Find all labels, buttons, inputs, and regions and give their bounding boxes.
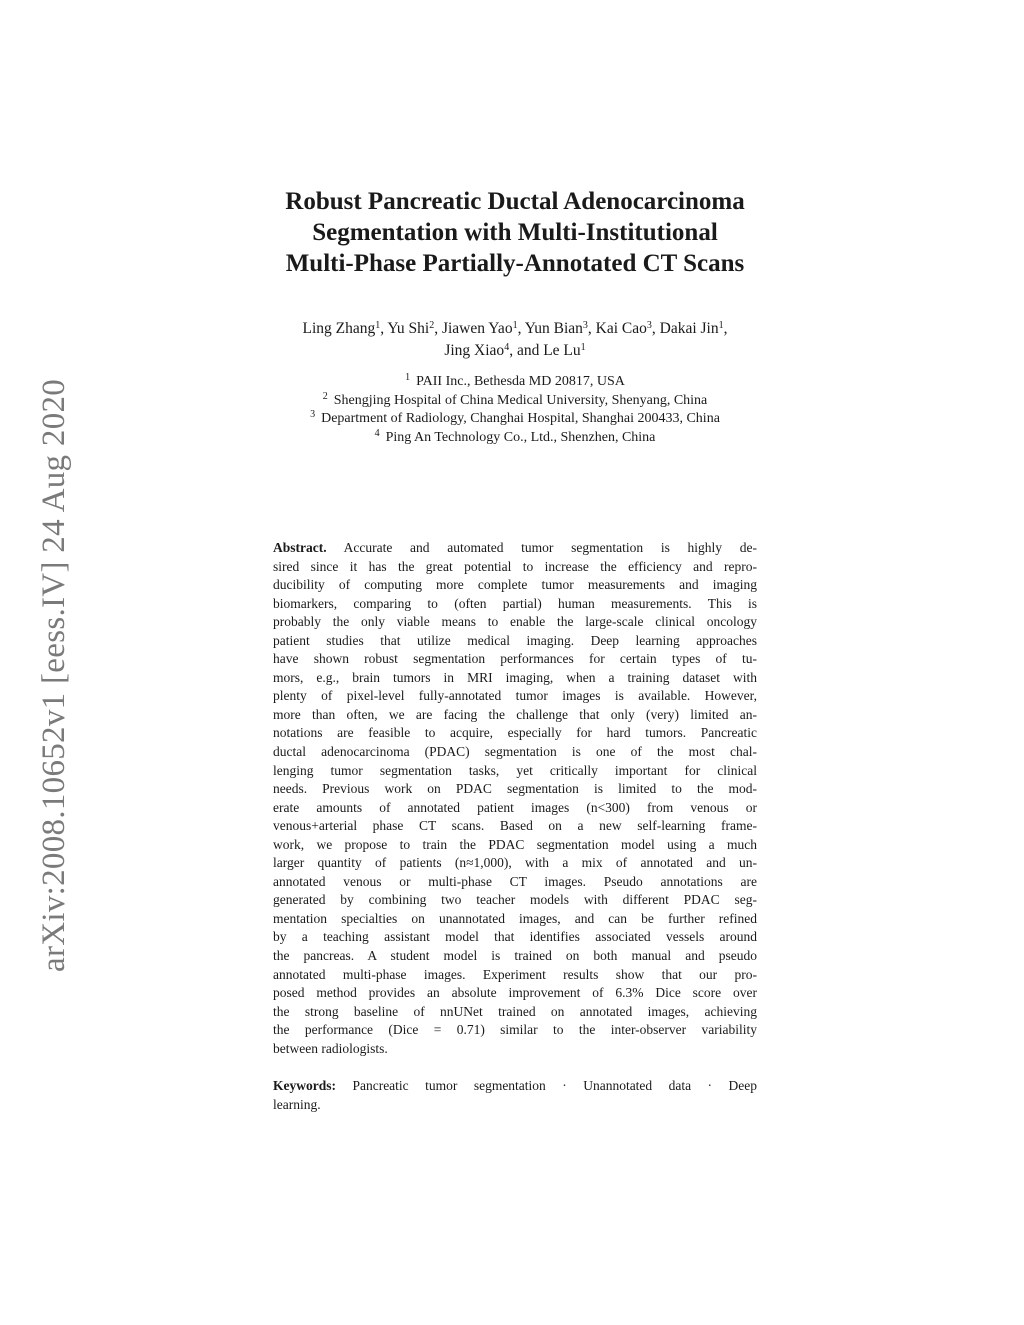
affiliation-number: 3 — [310, 409, 316, 420]
abstract-line: the strong baseline of nnUNet trained on annotated images, achieving — [273, 1003, 757, 1019]
abstract-line: plenty of pixel-level fully-annotated tumor images is available. However, — [273, 688, 757, 704]
abstract-line: erate amounts of annotated patient images (n<300) from venous or — [273, 799, 757, 815]
author-name: , and Le Lu — [509, 342, 581, 359]
abstract — [273, 539, 757, 1058]
author-affiliation-mark: 3 — [646, 320, 652, 331]
author-separator: , — [723, 320, 728, 337]
author-name: , Kai Cao — [587, 320, 647, 337]
author-name: Jing Xiao — [444, 342, 505, 359]
affiliation-number: 4 — [374, 427, 380, 439]
abstract-line: ducibility of computing more complete tumor measurements and imaging — [273, 577, 757, 593]
author-affiliation-mark: 2 — [429, 320, 435, 331]
abstract-line: mors, e.g., brain tumors in MRI imaging, when a training dataset with — [273, 669, 757, 685]
affiliation-item — [180, 410, 850, 429]
affiliation-text: Shengjing Hospital of China Medical University, Shenyang, China — [333, 392, 708, 408]
keywords-label: Keywords: — [273, 1078, 336, 1093]
abstract-line: annotated venous or multi-phase CT images. Pseudo annotations are — [273, 873, 757, 889]
affiliation-text: PAII Inc., Bethesda MD 20817, USA — [416, 374, 625, 389]
author-name: , Yu Shi — [380, 320, 430, 337]
abstract-line: mentation specialties on unannotated images, and can be further refined — [273, 910, 757, 926]
affiliation-item — [180, 429, 850, 448]
abstract-line: probably the only viable means to enable the large-scale clinical oncology — [273, 614, 757, 630]
abstract-line — [273, 539, 757, 558]
abstract-line: posed method provides an absolute improvement of 6.3% Dice score over — [273, 985, 757, 1001]
author-affiliation-mark: 1 — [512, 320, 518, 331]
keywords-line — [273, 1076, 757, 1095]
author-affiliation-mark: 4 — [504, 342, 510, 353]
author-line — [180, 318, 850, 340]
affiliation-item — [180, 392, 850, 411]
author-line — [180, 340, 850, 362]
author-affiliation-mark: 1 — [718, 320, 724, 331]
abstract-line: patient studies that utilize medical imaging. Deep learning approaches — [273, 632, 757, 648]
abstract-line: needs. Previous work on PDAC segmentation is limited to the mod- — [273, 781, 757, 797]
keywords-line: learning. — [273, 1097, 321, 1112]
author-list — [180, 318, 850, 362]
affiliation-number: 1 — [405, 372, 411, 383]
abstract-line: larger quantity of patients (n≈1,000), with a mix of annotated and un- — [273, 855, 757, 871]
abstract-line: biomarkers, comparing to (often partial) human measurements. This is — [273, 595, 757, 611]
abstract-line: lenging tumor segmentation tasks, yet critically important for clinical — [273, 762, 757, 778]
author-affiliation-mark: 1 — [375, 320, 381, 331]
affiliation-text: Department of Radiology, Changhai Hospital, Shanghai 200433, China — [321, 411, 720, 426]
abstract-text: Accurate and automated tumor segmentation is highly de- — [343, 540, 757, 555]
abstract-line: between radiologists. — [273, 1040, 388, 1056]
arxiv-identifier: arXiv:2008.10652v1 [eess.IV] 24 Aug 2020 — [36, 378, 72, 972]
keywords-text: Pancreatic tumor segmentation · Unannotated data · Deep — [352, 1078, 757, 1093]
abstract-line: the pancreas. A student model is trained on both manual and pseudo — [273, 948, 757, 964]
keywords — [273, 1076, 757, 1114]
author-name: Ling Zhang — [302, 320, 376, 337]
abstract-line: ductal adenocarcinoma (PDAC) segmentation is one of the most chal- — [273, 744, 757, 760]
abstract-line: work, we propose to train the PDAC segmentation model using a much — [273, 836, 757, 852]
abstract-label: Abstract. — [273, 540, 327, 555]
title-line: Segmentation with Multi-Institutional — [312, 219, 718, 246]
abstract-line: sired since it has the great potential to increase the efficiency and repro- — [273, 558, 757, 574]
paper-title — [180, 186, 850, 279]
author-affiliation-mark: 1 — [580, 342, 586, 353]
abstract-line: generated by combining two teacher models with different PDAC seg- — [273, 892, 757, 908]
author-name: , Yun Bian — [517, 320, 583, 337]
author-name: , Dakai Jin — [651, 320, 719, 337]
title-line: Multi-Phase Partially-Annotated CT Scans — [285, 250, 745, 277]
author-name: , Jiawen Yao — [434, 320, 513, 337]
abstract-line: more than often, we are facing the challenge that only (very) limited an- — [273, 706, 757, 722]
affiliation-number: 2 — [322, 390, 328, 402]
author-affiliation-mark: 3 — [582, 320, 588, 331]
abstract-line: the performance (Dice = 0.71) similar to the inter-observer variability — [273, 1022, 757, 1038]
abstract-line: venous+arterial phase CT scans. Based on a new self-learning frame- — [273, 818, 757, 834]
title-line: Robust Pancreatic Ductal Adenocarcinoma — [285, 188, 745, 215]
affiliation-text: Ping An Technology Co., Ltd., Shenzhen, China — [385, 429, 656, 445]
affiliation-list — [180, 373, 850, 447]
abstract-line: by a teaching assistant model that identifies associated vessels around — [273, 929, 757, 945]
abstract-line: notations are feasible to acquire, especially for hard tumors. Pancreatic — [273, 725, 757, 741]
abstract-line: have shown robust segmentation performances for certain types of tu- — [273, 651, 757, 667]
abstract-line: annotated multi-phase images. Experiment results show that our pro- — [273, 966, 757, 982]
affiliation-item — [180, 373, 850, 392]
